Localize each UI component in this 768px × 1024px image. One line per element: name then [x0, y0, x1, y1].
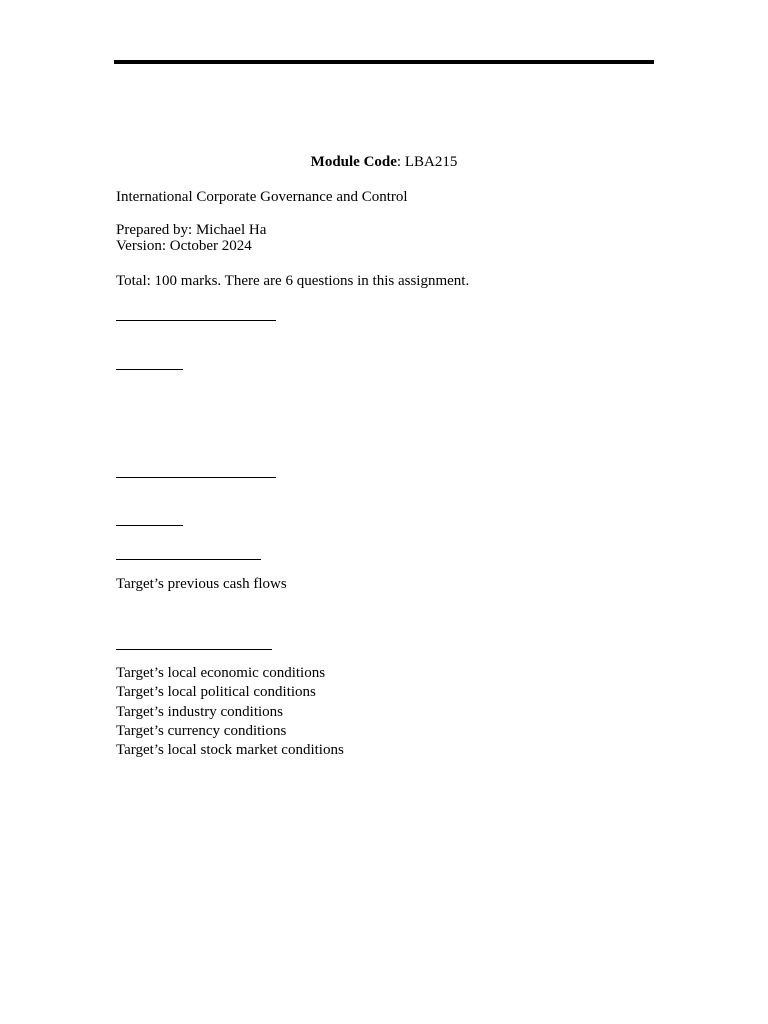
condition-item: Target’s local economic conditions: [116, 665, 326, 681]
blank-line-4: [116, 525, 183, 526]
version: Version: October 2024: [116, 238, 252, 254]
prepared-by: Prepared by: Michael Ha: [116, 222, 267, 238]
header-rule: [114, 60, 654, 64]
condition-item: Target’s local stock market conditions: [116, 742, 344, 758]
module-code-separator: :: [396, 154, 405, 170]
total-marks: Total: 100 marks. There are 6 questions in this assignment.: [116, 273, 470, 289]
course-title: International Corporate Governance and Control: [116, 189, 408, 205]
module-code-line: [0, 153, 768, 171]
condition-item: Target’s industry conditions: [116, 704, 283, 720]
blank-line-6: [116, 649, 272, 650]
blank-line-5: [116, 559, 261, 560]
blank-line-1: [116, 320, 276, 321]
condition-item: Target’s local political conditions: [116, 684, 316, 700]
module-code-label: Module Code: [310, 154, 397, 170]
condition-item: Target’s currency conditions: [116, 723, 287, 739]
module-code-value: LBA215: [404, 154, 458, 170]
blank-line-2: [116, 369, 183, 370]
blank-line-3: [116, 477, 276, 478]
cash-flow-item: Target’s previous cash flows: [116, 576, 287, 592]
